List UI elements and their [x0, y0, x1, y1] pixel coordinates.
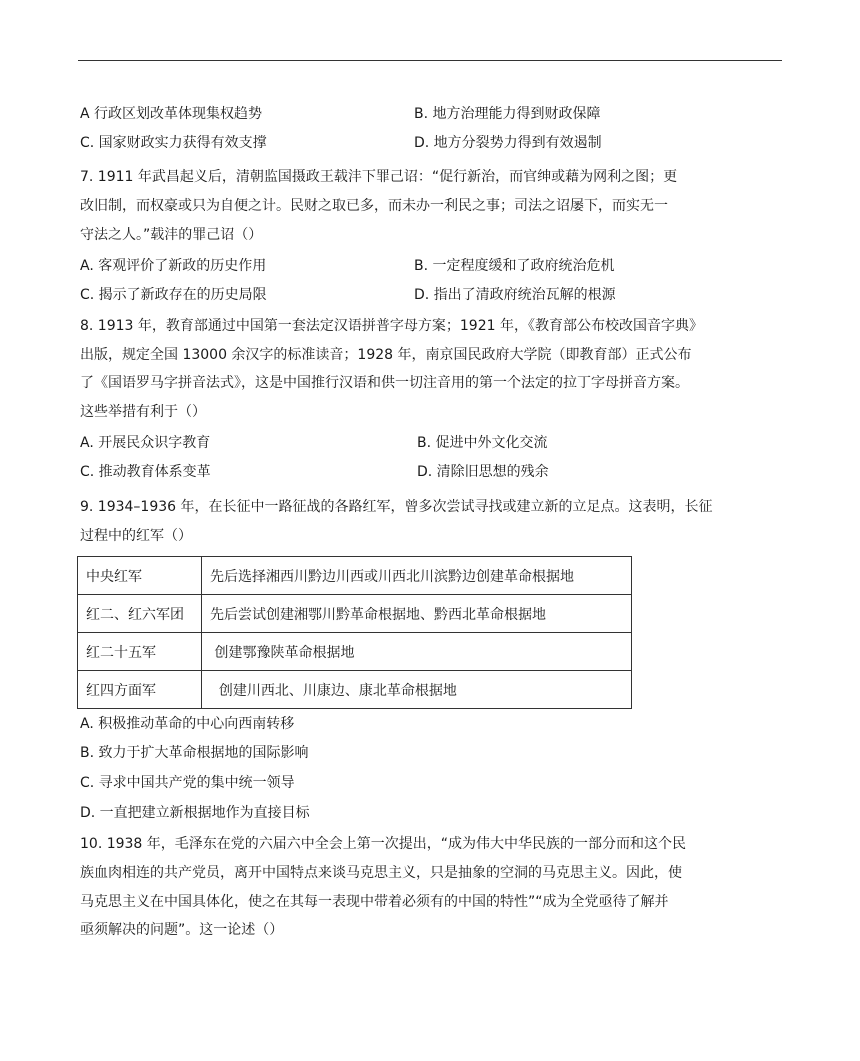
table-row [78, 633, 632, 671]
table-cell-army: 红四方面军 [78, 671, 202, 709]
q7-stem-line-1: 7. 1911 年武昌起义后，清朝监国摄政王载沣下罪己诏：“促行新治，而官绅或藉为网利之图；更 [80, 169, 678, 185]
table-cell-desc: 创建鄂豫陕革命根据地 [202, 633, 632, 671]
table-cell-desc: 创建川西北、川康边、康北革命根据地 [202, 671, 632, 709]
q9-option-d[interactable]: D. 一直把建立新根据地作为直接目标 [80, 805, 310, 821]
q8-option-c[interactable]: C. 推动教育体系变革 [80, 464, 211, 480]
q10-stem-line-3: 马克思主义在中国具体化，使之在其每一表现中带着必须有的中国的特性”“成为全党亟待了解并 [80, 894, 669, 910]
q7-option-d[interactable]: D. 指出了清政府统治瓦解的根源 [414, 287, 616, 303]
table-row [78, 595, 632, 633]
q9-option-c[interactable]: C. 寻求中国共产党的集中统一领导 [80, 775, 295, 791]
table-cell-desc: 先后尝试创建湘鄂川黔革命根据地、黔西北革命根据地 [202, 595, 632, 633]
q7-option-a[interactable]: A. 客观评价了新政的历史作用 [80, 258, 267, 274]
q6-option-d[interactable]: D. 地方分裂势力得到有效遏制 [414, 135, 602, 151]
q7-option-b[interactable]: B. 一定程度缓和了政府统治危机 [414, 258, 615, 274]
q8-option-d[interactable]: D. 清除旧思想的残余 [417, 464, 549, 480]
q8-stem-line-1: 8. 1913 年，教育部通过中国第一套法定汉语拼普字母方案；1921 年，《教育部公布校改国音字典》 [80, 318, 703, 334]
table-cell-army: 红二、红六军团 [78, 595, 202, 633]
q7-option-c[interactable]: C. 揭示了新政存在的历史局限 [80, 287, 267, 303]
q8-stem-line-4: 这些举措有利于（） [80, 404, 206, 420]
table-cell-army: 红二十五军 [78, 633, 202, 671]
q9-option-b[interactable]: B. 致力于扩大革命根据地的国际影响 [80, 745, 309, 761]
q10-stem-line-4: 亟须解决的问题”。这一论述（） [80, 922, 284, 938]
q6-option-c[interactable]: C. 国家财政实力获得有效支撑 [80, 135, 267, 151]
table-cell-desc: 先后选择湘西川黔边川西或川西北川滨黔边创建革命根据地 [202, 557, 632, 595]
q7-stem-line-3: 守法之人。”载沣的罪己诏（） [80, 227, 263, 243]
q10-stem-line-2: 族血肉相连的共产党员，离开中国特点来谈马克思主义，只是抽象的空洞的马克思主义。因此，使 [80, 865, 682, 881]
table-row [78, 557, 632, 595]
q8-stem-line-2: 出版，规定全国 13000 余汉字的标准读音；1928 年，南京国民政府大学院（即教育部）正式公布 [80, 347, 692, 363]
q8-option-a[interactable]: A. 开展民众识字教育 [80, 435, 211, 451]
q9-option-a[interactable]: A. 积极推动革命的中心向西南转移 [80, 716, 295, 732]
q6-option-a[interactable]: A 行政区划改革体现集权趋势 [80, 106, 263, 122]
q9-stem-line-2: 过程中的红军（） [80, 528, 192, 544]
table-cell-army: 中央红军 [78, 557, 202, 595]
q7-stem-line-2: 改旧制，而权豪或只为自便之计。民财之取已多，而未办一利民之事；司法之诏屡下，而实无一 [80, 198, 668, 214]
q9-stem-line-1: 9. 1934–1936 年，在长征中一路征战的各路红军，曾多次尝试寻找或建立新的立足点。这表明，长征 [80, 499, 713, 515]
q10-stem-line-1: 10. 1938 年，毛泽东在党的六届六中全会上第一次提出，“成为伟大中华民族的一部分而和这个民 [80, 836, 687, 852]
q8-option-b[interactable]: B. 促进中外文化交流 [417, 435, 548, 451]
q8-stem-line-3: 了《国语罗马字拼音法式》，这是中国推行汉语和供一切注音用的第一个法定的拉丁字母拼音方案。 [80, 375, 689, 391]
table-row [78, 671, 632, 709]
long-march-table [77, 556, 632, 709]
header-rule [78, 60, 782, 61]
q6-option-b[interactable]: B. 地方治理能力得到财政保障 [414, 106, 601, 122]
